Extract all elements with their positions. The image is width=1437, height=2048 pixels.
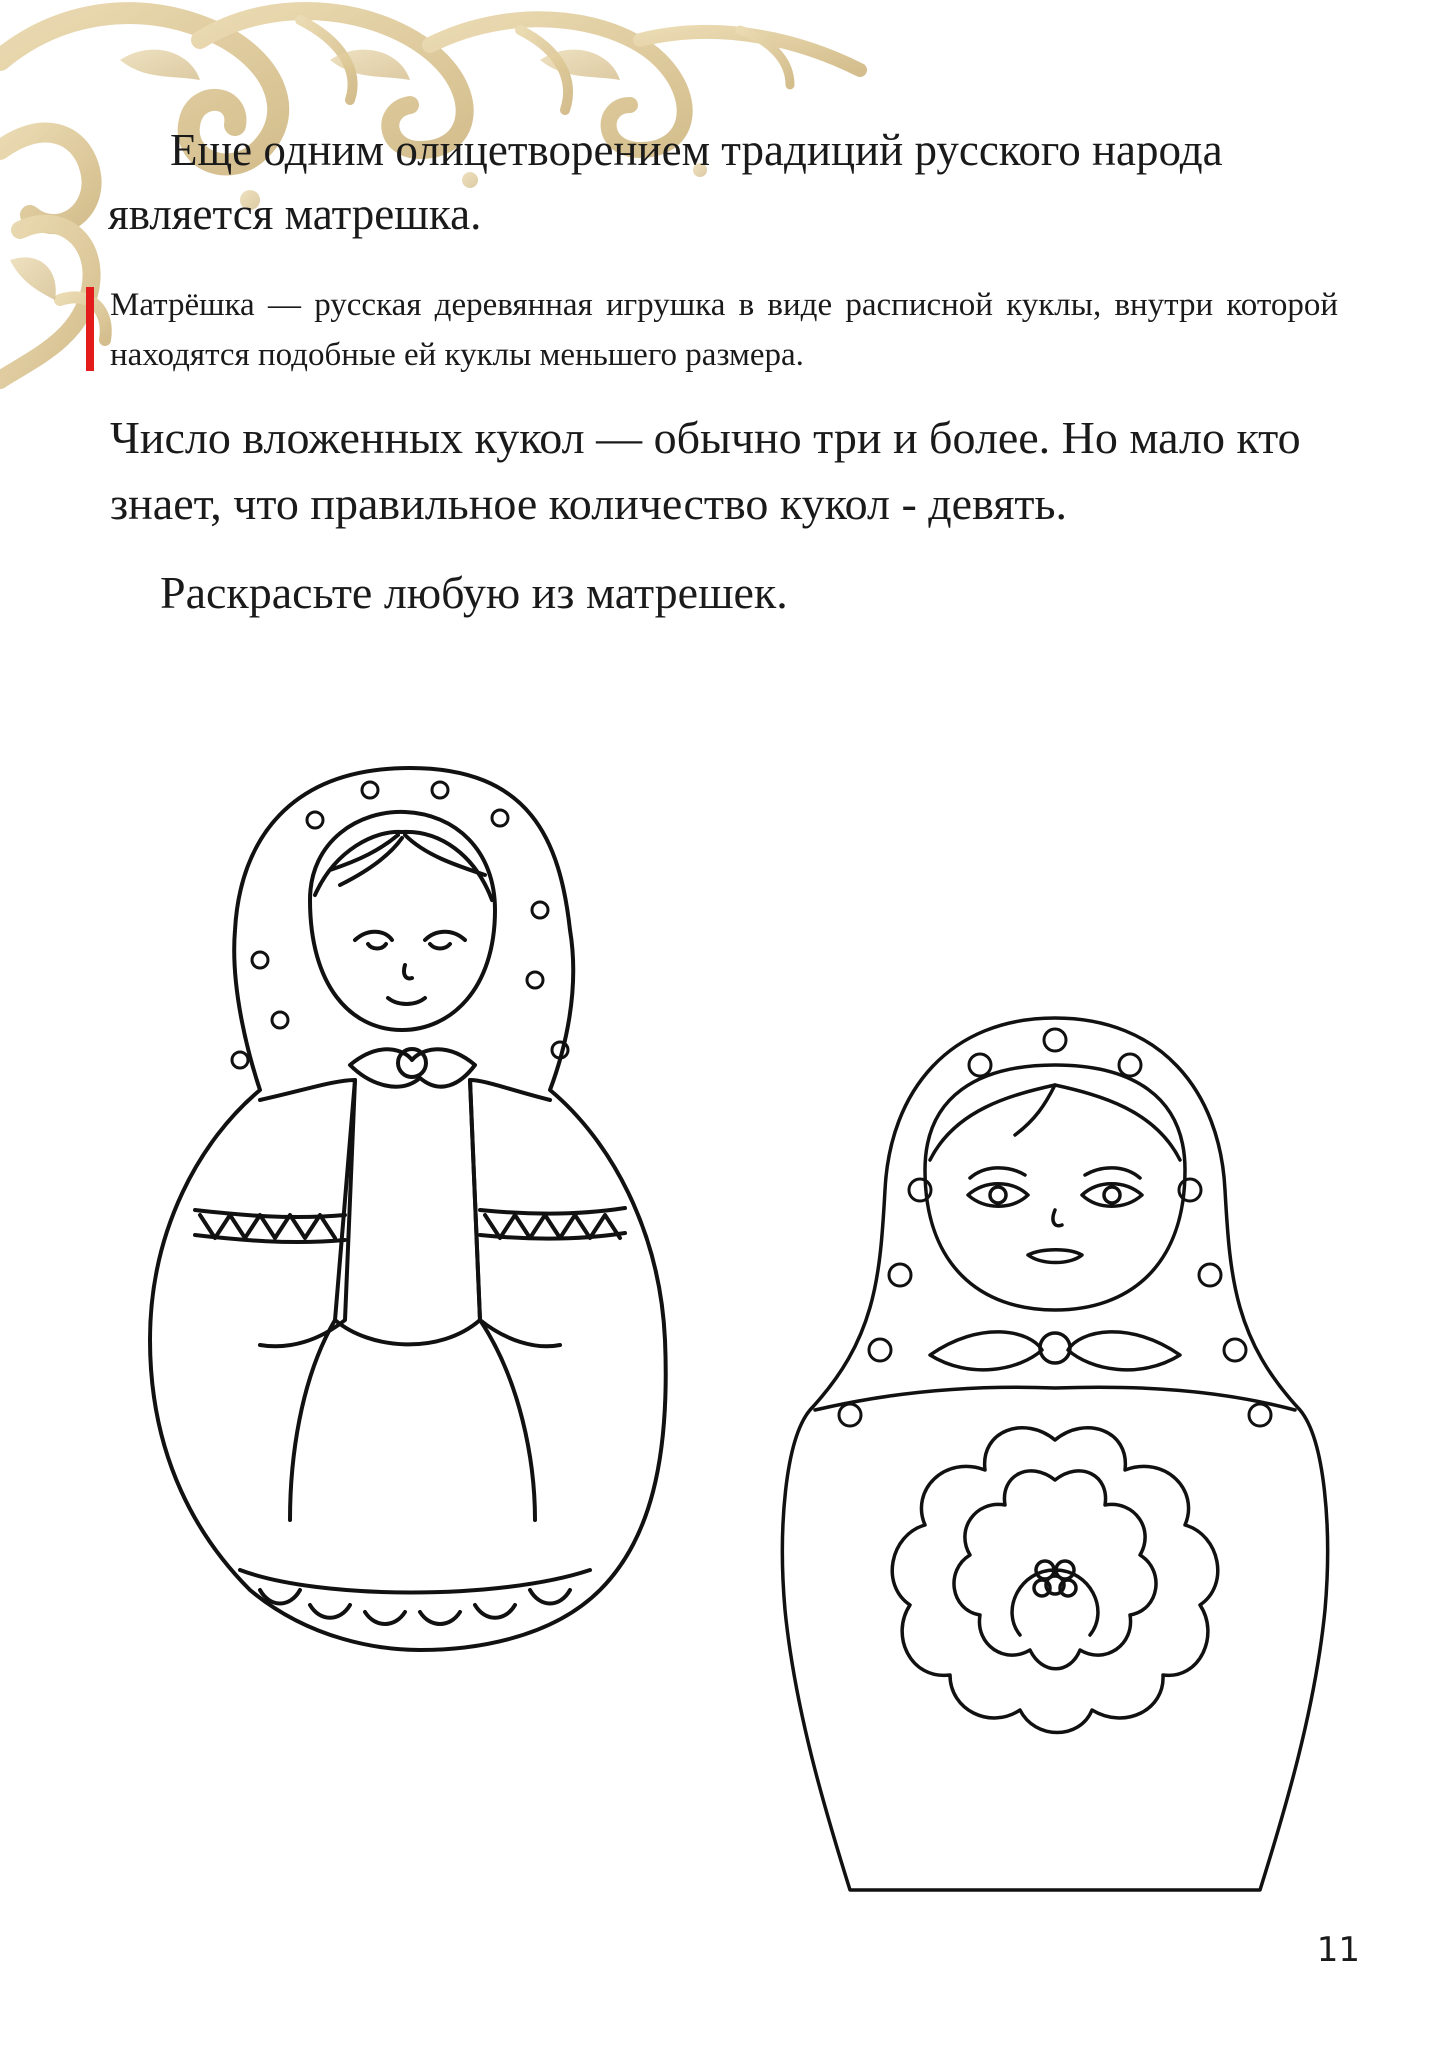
definition-paragraph: Матрёшка — русская деревянная игрушка в виде расписной куклы, внутри которой находятся подобные ей куклы меньшего размера.: [110, 287, 1338, 373]
count-paragraph: Число вложенных кукол — обычно три и более. Но мало кто знает, что правильное количество кукол - девять.: [110, 412, 1301, 529]
intro-paragraph: [108, 118, 1338, 246]
matryoshka-doll-icon: [140, 760, 680, 1680]
note-marker-bar: [86, 287, 94, 371]
page-number: 11: [1316, 1930, 1360, 1970]
task-paragraph: Раскрасьте любую из матрешек.: [160, 567, 788, 618]
intro-text: Еще одним олицетворением традиций русского народа является матрешка.: [108, 125, 1223, 239]
matryoshka-doll-icon: [780, 1010, 1330, 1910]
